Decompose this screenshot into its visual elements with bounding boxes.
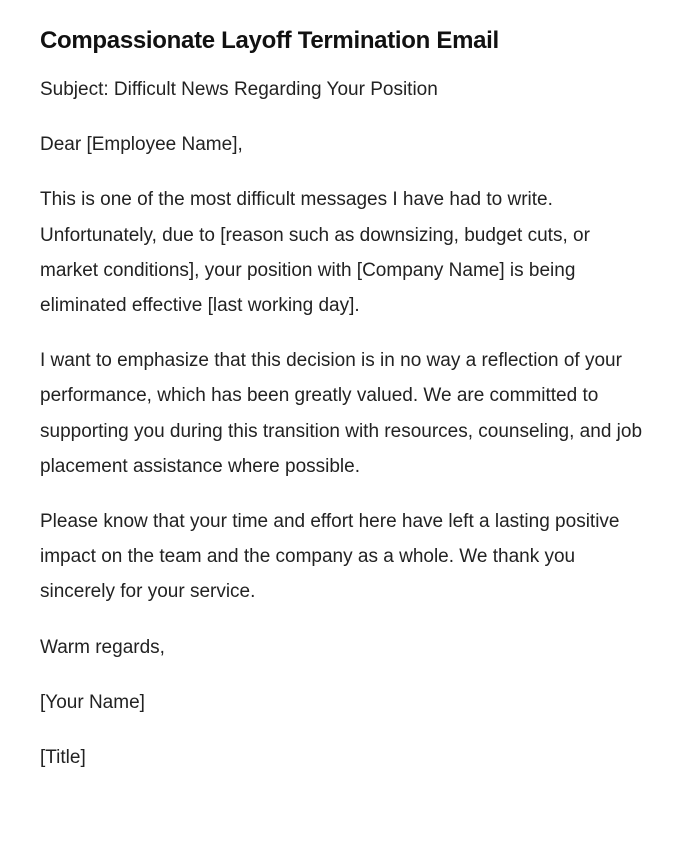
email-closing: Warm regards,: [40, 636, 165, 658]
document-title: Compassionate Layoff Termination Email: [40, 27, 499, 54]
body-paragraph-1: This is one of the most difficult messages I have had to write. Unfortunately, due to [reason such as downsizing, budget cuts, or market conditions], your position with [Company Name] is being eliminated effective [last working day].: [40, 189, 590, 317]
email-greeting: Dear [Employee Name],: [40, 134, 243, 156]
sender-title: [Title]: [40, 747, 86, 769]
body-paragraph-3: Please know that your time and effort here have left a lasting positive impact on the team and the company as a whole. We thank you sincerely for your service.: [40, 511, 620, 603]
body-paragraph-2: I want to emphasize that this decision is in no way a reflection of your performance, which has been greatly valued. We are committed to supporting you during this transition with resources, counseling, and job placement assistance where possible.: [40, 350, 643, 477]
sender-name: [Your Name]: [40, 691, 145, 713]
email-subject: Subject: Difficult News Regarding Your Position: [40, 79, 438, 100]
email-document: [40, 24, 650, 795]
